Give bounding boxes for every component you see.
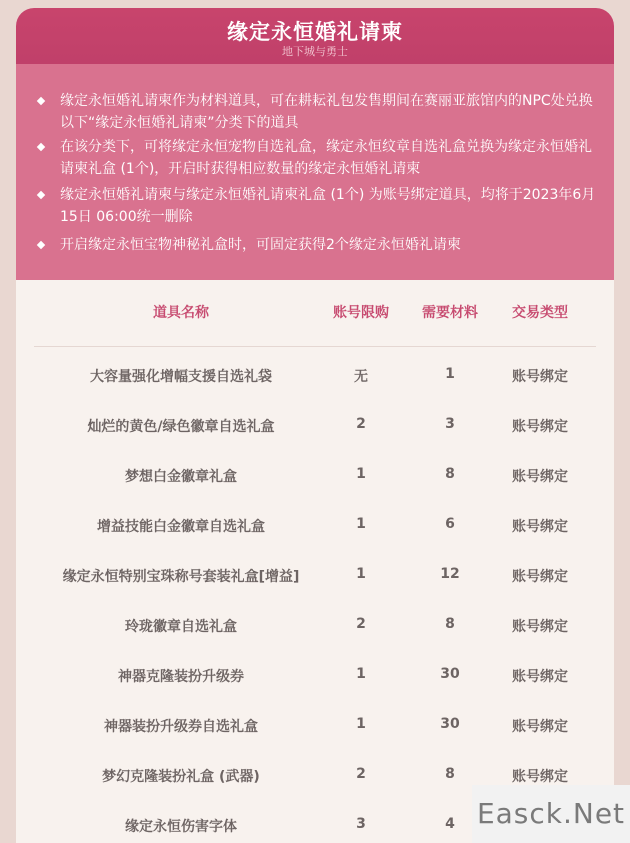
item-name-cell: 缘定永恒伤害字体 bbox=[125, 819, 237, 835]
column-header-purchase-limit: 账号限购 bbox=[333, 305, 389, 321]
page-subtitle: 地下城与勇士 bbox=[282, 45, 348, 58]
trade-type-cell: 账号绑定 bbox=[512, 669, 568, 685]
page-title: 缘定永恒婚礼请柬 bbox=[227, 20, 403, 44]
item-name-cell: 增益技能白金徽章自选礼盒 bbox=[97, 519, 265, 535]
purchase-limit-cell: 1 bbox=[356, 516, 366, 532]
purchase-limit-cell: 2 bbox=[356, 766, 366, 782]
item-name-cell: 玲珑徽章自选礼盒 bbox=[125, 619, 237, 635]
trade-type-cell: 账号绑定 bbox=[512, 569, 568, 585]
item-name-cell: 灿烂的黄色/绿色徽章自选礼盒 bbox=[87, 419, 275, 435]
trade-type-cell: 账号绑定 bbox=[512, 519, 568, 535]
table-header-row bbox=[16, 302, 614, 324]
purchase-limit-cell: 无 bbox=[354, 369, 368, 385]
table-row bbox=[16, 566, 614, 590]
purchase-limit-cell: 1 bbox=[356, 716, 366, 732]
required-materials-cell: 30 bbox=[440, 666, 460, 682]
item-name-cell: 神器克隆装扮升级券 bbox=[118, 669, 244, 685]
trade-type-cell: 账号绑定 bbox=[512, 419, 568, 435]
trade-type-cell: 账号绑定 bbox=[512, 719, 568, 735]
purchase-limit-cell: 2 bbox=[356, 616, 366, 632]
table-row bbox=[16, 516, 614, 540]
required-materials-cell: 8 bbox=[445, 616, 455, 632]
invitation-card bbox=[16, 8, 614, 843]
notice-item bbox=[36, 234, 596, 256]
purchase-limit-cell: 2 bbox=[356, 416, 366, 432]
notice-item bbox=[36, 184, 596, 228]
notice-panel bbox=[16, 64, 614, 280]
notice-item bbox=[36, 136, 596, 180]
required-materials-cell: 4 bbox=[445, 816, 455, 832]
item-name-cell: 大容量强化增幅支援自选礼袋 bbox=[90, 369, 272, 385]
required-materials-cell: 30 bbox=[440, 716, 460, 732]
item-name-cell: 梦想白金徽章礼盒 bbox=[125, 469, 237, 485]
purchase-limit-cell: 1 bbox=[356, 566, 366, 582]
required-materials-cell: 12 bbox=[440, 566, 460, 582]
required-materials-cell: 8 bbox=[445, 766, 455, 782]
table-row bbox=[16, 416, 614, 440]
header-banner bbox=[16, 8, 614, 64]
purchase-limit-cell: 1 bbox=[356, 666, 366, 682]
column-header-trade-type: 交易类型 bbox=[512, 305, 568, 321]
table-row bbox=[16, 466, 614, 490]
trade-type-cell: 账号绑定 bbox=[512, 469, 568, 485]
notice-item-text: 开启缘定永恒宝物神秘礼盒时，可固定获得2个缘定永恒婚礼请柬 bbox=[60, 237, 461, 253]
header-divider bbox=[34, 346, 596, 347]
item-name-cell: 神器装扮升级券自选礼盒 bbox=[104, 719, 258, 735]
required-materials-cell: 8 bbox=[445, 466, 455, 482]
item-name-cell: 梦幻克隆装扮礼盒 (武器) bbox=[102, 769, 260, 785]
purchase-limit-cell: 3 bbox=[356, 816, 366, 832]
table-row bbox=[16, 366, 614, 390]
required-materials-cell: 6 bbox=[445, 516, 455, 532]
notice-item-text: 在该分类下，可将缘定永恒宠物自选礼盒，缘定永恒纹章自选礼盒兑换为缘定永恒婚礼请柬礼盒 (1个)，开启时获得相应数量的缘定永恒婚礼请柬 bbox=[60, 139, 592, 177]
required-materials-cell: 3 bbox=[445, 416, 455, 432]
notice-item bbox=[36, 90, 596, 134]
column-header-required-materials: 需要材料 bbox=[422, 305, 478, 321]
table-row bbox=[16, 666, 614, 690]
trade-type-cell: 账号绑定 bbox=[512, 619, 568, 635]
column-header-item-name: 道具名称 bbox=[153, 305, 209, 321]
table-row bbox=[16, 716, 614, 740]
required-materials-cell: 1 bbox=[445, 366, 455, 382]
table-row bbox=[16, 616, 614, 640]
notice-item-text: 缘定永恒婚礼请柬作为材料道具，可在耕耘礼包发售期间在赛丽亚旅馆内的NPC处兑换以下“缘定永恒婚礼请柬”分类下的道具 bbox=[60, 93, 593, 131]
item-name-cell: 缘定永恒特别宝珠称号套装礼盒[增益] bbox=[62, 569, 300, 585]
purchase-limit-cell: 1 bbox=[356, 466, 366, 482]
trade-type-cell: 账号绑定 bbox=[512, 369, 568, 385]
trade-type-cell: 账号绑定 bbox=[512, 769, 568, 785]
notice-item-text: 缘定永恒婚礼请柬与缘定永恒婚礼请柬礼盒 (1个) 为账号绑定道具，均将于2023年6月15日 06:00统一删除 bbox=[60, 187, 596, 225]
site-watermark: Easck.Net bbox=[472, 785, 630, 843]
exchange-table bbox=[16, 280, 614, 843]
